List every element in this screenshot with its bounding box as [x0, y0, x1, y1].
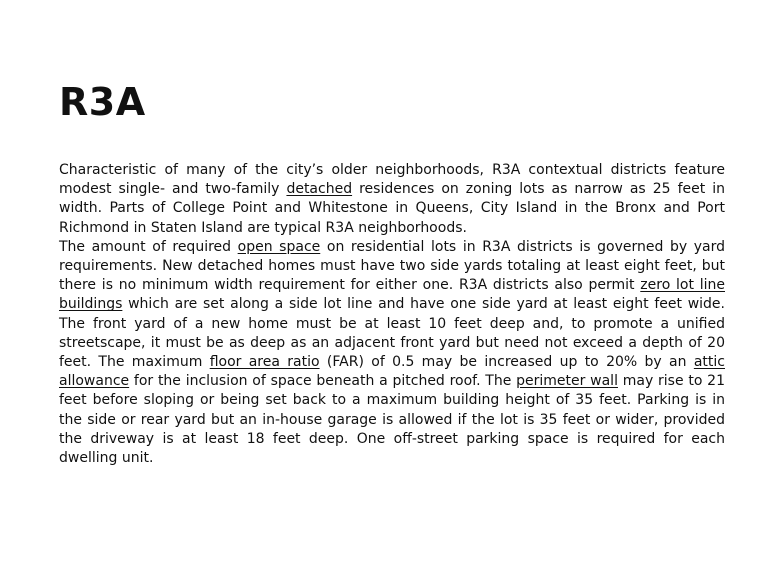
- text-segment: residences on zoning lots as narrow as 25 feet in width. Parts of College Point and Whitestone in Queens, City Island in the Bronx and Port Richmond in Staten Island are typical R3A neighborhoods.: [59, 181, 726, 236]
- text-segment: which are set along a side lot line and have one side yard at least eight feet wide. The front yard of a new home must be at least 10 feet deep and, to promote a unified streetscape, it must be as deep as an adjacent front yard but need not exceed a depth of 20 feet. The maximum: [59, 296, 725, 371]
- paragraph-regulations: [59, 238, 725, 468]
- link-floor-area-ratio[interactable]: floor area ratio: [209, 354, 320, 371]
- body-text: [59, 161, 725, 468]
- text-segment: (FAR) of 0.5 may be increased up to 20% by an: [319, 354, 694, 371]
- text-segment: may rise to 21 feet before sloping or being set back to a maximum building height of 35 feet. Parking is in the side or rear yard but an in-house garage is allowed if the lot is 35 feet or wider, provided the driveway is at least 18 feet deep. One off-street parking space is required for each dwelling unit.: [59, 373, 725, 467]
- link-open-space[interactable]: open space: [237, 238, 321, 255]
- link-attic-allowance[interactable]: attic allowance: [59, 354, 725, 390]
- link-perimeter-wall[interactable]: perimeter wall: [516, 373, 618, 390]
- paragraph-intro: [59, 161, 725, 238]
- link-detached[interactable]: detached: [286, 181, 353, 198]
- text-segment: on residential lots in R3A districts is governed by yard requirements. New detached homes must have two side yards totaling at least eight feet, but there is no minimum width requirement for either one. R3A districts also permit: [59, 238, 725, 294]
- link-zero-lot-line-buildings[interactable]: zero lot line buildings: [59, 277, 725, 313]
- text-segment: The amount of required: [59, 238, 238, 255]
- text-segment: Characteristic of many of the city’s older neighborhoods, R3A contextual districts feature modest single- and two-family: [59, 162, 725, 198]
- text-segment: for the inclusion of space beneath a pitched roof. The: [129, 373, 517, 390]
- page-title: R3A: [59, 80, 146, 124]
